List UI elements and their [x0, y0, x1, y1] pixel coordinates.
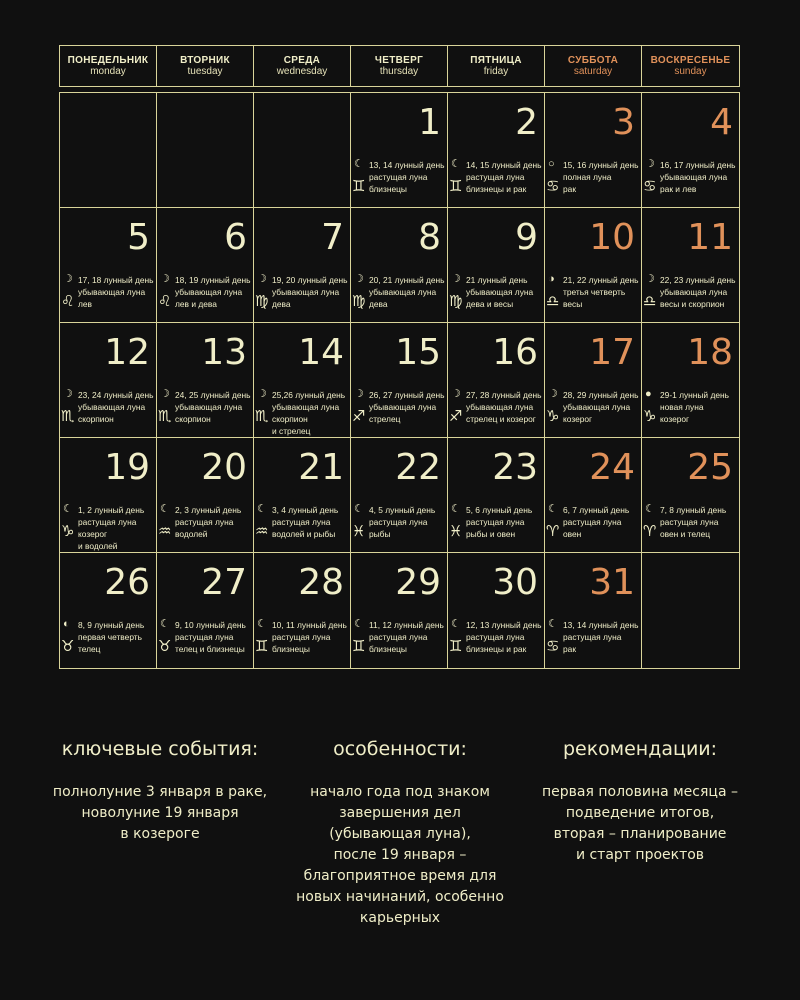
features-line: после 19 января –: [333, 847, 467, 863]
lunar-info-line: растущая луна: [369, 172, 428, 182]
waxing-crescent-icon: ☾: [63, 503, 73, 515]
lunar-info: [563, 159, 639, 195]
features-line: начало года под знаком: [310, 784, 490, 800]
lunar-info-line: рак: [563, 184, 576, 194]
lunar-info: [660, 159, 737, 195]
lunar-info-line: овен: [563, 529, 582, 539]
lunar-info-line: 23, 24 лунный день: [78, 390, 154, 400]
capricorn-icon: ♑: [61, 522, 75, 540]
day-number: 31: [589, 562, 635, 603]
day-number: 12: [104, 332, 150, 373]
lunar-info-line: 13, 14 лунный день: [369, 160, 445, 170]
summary-section: [40, 738, 760, 929]
lunar-info: [369, 274, 445, 310]
capricorn-icon: ♑: [643, 407, 657, 425]
lunar-info: [466, 389, 542, 425]
day-number: 14: [298, 332, 344, 373]
lunar-info: [369, 159, 445, 195]
lunar-info-line: телец: [78, 644, 101, 654]
waxing-crescent-icon: ☾: [160, 503, 170, 515]
calendar-day-cell: [545, 93, 642, 208]
features-line: благоприятное время для: [303, 868, 497, 884]
gemini-icon: ♊: [449, 177, 463, 195]
calendar-day-cell: [351, 93, 448, 208]
lunar-info: [175, 389, 251, 425]
lunar-info: [660, 504, 737, 540]
lunar-info-line: убывающая луна: [272, 402, 340, 412]
day-number: 5: [127, 217, 150, 258]
lunar-info-line: убывающая луна: [660, 172, 728, 182]
day-number: 10: [589, 217, 635, 258]
day-number: 28: [298, 562, 344, 603]
waning-crescent-icon: ☽: [645, 158, 655, 170]
calendar-day-cell: [545, 323, 642, 438]
lunar-info-line: 1, 2 лунный день: [78, 505, 145, 515]
key-events-heading: ключевые события:: [61, 738, 259, 760]
lunar-info-line: 12, 13 лунный день: [466, 620, 542, 630]
calendar-day-cell: [254, 208, 351, 323]
lunar-info-line: убывающая луна: [660, 287, 728, 297]
lunar-info-line: убывающая луна: [369, 287, 437, 297]
recommendations-heading: рекомендации:: [562, 738, 718, 760]
calendar-day-cell: [642, 93, 739, 208]
features-line: новых начинаний, особенно: [296, 889, 504, 905]
lunar-info: [175, 619, 251, 655]
lunar-info-line: рыбы: [369, 529, 391, 539]
lunar-info-line: убывающая луна: [563, 402, 631, 412]
lunar-info: [78, 389, 154, 425]
weekday-name-ru: ВТОРНИК: [180, 54, 230, 66]
lunar-info-line: убывающая луна: [175, 402, 243, 412]
lunar-info: [660, 389, 737, 425]
calendar-day-cell: [157, 208, 254, 323]
lunar-info-line: растущая луна: [175, 632, 234, 642]
cancer-icon: ♋: [546, 637, 560, 655]
waning-crescent-icon: ☽: [451, 388, 461, 400]
waxing-crescent-icon: ☾: [354, 618, 364, 630]
lunar-info-line: 4, 5 лунный день: [369, 505, 436, 515]
calendar-day-cell: [351, 323, 448, 438]
lunar-info-line: дева: [272, 299, 291, 309]
waxing-crescent-icon: ☾: [548, 618, 558, 630]
waxing-crescent-icon: ☾: [645, 503, 655, 515]
lunar-info-line: растущая луна: [369, 517, 428, 527]
lunar-info-line: убывающая луна: [466, 402, 534, 412]
virgo-icon: ♍: [352, 292, 366, 310]
lunar-info: [272, 274, 348, 310]
weekday-thursday: [351, 46, 448, 86]
calendar-day-cell: [642, 323, 739, 438]
sagittarius-icon: ♐: [352, 407, 366, 425]
lunar-info-line: лев и дева: [175, 299, 217, 309]
calendar-day-cell: [254, 553, 351, 668]
day-number: 6: [224, 217, 247, 258]
first-quarter-icon: ◐: [63, 618, 70, 630]
day-number: 21: [298, 447, 344, 488]
calendar-day-cell: [351, 553, 448, 668]
waning-crescent-icon: ☽: [354, 388, 364, 400]
aries-icon: ♈: [546, 522, 560, 540]
day-number: 30: [492, 562, 538, 603]
scorpio-icon: ♏: [61, 407, 75, 425]
lunar-info-line: растущая луна: [272, 517, 331, 527]
day-number: 25: [687, 447, 733, 488]
lunar-info-line: телец и близнецы: [175, 644, 245, 654]
weekday-name-en: tuesday: [187, 66, 223, 77]
lunar-info-line: стрелец: [369, 414, 401, 424]
lunar-info-line: 11, 12 лунный день: [369, 620, 444, 630]
lunar-info: [369, 389, 445, 425]
lunar-info-line: овен и телец: [660, 529, 711, 539]
lunar-info-line: 15, 16 лунный день: [563, 160, 639, 170]
day-number: 7: [321, 217, 344, 258]
calendar-day-cell: [60, 553, 157, 668]
key-events-line: новолуние 19 января: [81, 805, 239, 821]
waxing-crescent-icon: ☾: [354, 158, 364, 170]
calendar-day-cell: [448, 323, 545, 438]
waxing-crescent-icon: ☾: [354, 503, 364, 515]
weekday-saturday: [545, 46, 642, 86]
lunar-info-line: 5, 6 лунный день: [466, 505, 533, 515]
waxing-crescent-icon: ☾: [257, 503, 267, 515]
calendar-day-cell: [157, 438, 254, 553]
lunar-info-line: 6, 7 лунный день: [563, 505, 630, 515]
lunar-info-line: 24, 25 лунный день: [175, 390, 251, 400]
lunar-info-line: растущая луна: [175, 517, 234, 527]
lunar-info-line: новая луна: [660, 402, 704, 412]
pisces-icon: ♓: [449, 522, 463, 540]
lunar-info-line: и водолей: [78, 541, 118, 551]
cancer-icon: ♋: [643, 177, 657, 195]
lunar-info-line: весы: [563, 299, 583, 309]
lunar-info: [272, 619, 348, 655]
features-line: завершения дел: [339, 805, 461, 821]
libra-icon: ♎: [546, 292, 560, 310]
empty-day-cell: [157, 93, 254, 208]
weekday-name-ru: ВОСКРЕСЕНЬЕ: [650, 54, 731, 66]
lunar-info: [466, 504, 542, 540]
lunar-info-line: 9, 10 лунный день: [175, 620, 246, 630]
lunar-info-line: 7, 8 лунный день: [660, 505, 727, 515]
lunar-info-line: водолей и рыбы: [272, 529, 336, 539]
weekday-name-ru: ПЯТНИЦА: [470, 54, 522, 66]
lunar-info-line: 8, 9 лунный день: [78, 620, 145, 630]
waxing-crescent-icon: ☾: [548, 503, 558, 515]
calendar-day-cell: [60, 438, 157, 553]
lunar-info-line: близнецы и рак: [466, 184, 527, 194]
lunar-info: [272, 504, 348, 540]
lunar-info-line: 20, 21 лунный день: [369, 275, 445, 285]
capricorn-icon: ♑: [546, 407, 560, 425]
lunar-info-line: скорпион: [272, 414, 308, 424]
lunar-info-line: близнецы: [369, 644, 407, 654]
calendar-day-cell: [351, 438, 448, 553]
day-number: 1: [418, 102, 441, 143]
calendar-day-cell: [642, 438, 739, 553]
lunar-info: [563, 389, 639, 425]
calendar-day-cell: [545, 553, 642, 668]
lunar-info: [660, 274, 737, 310]
day-number: 23: [492, 447, 538, 488]
lunar-info: [175, 274, 251, 310]
waning-crescent-icon: ☽: [63, 388, 73, 400]
lunar-info-line: 28, 29 лунный день: [563, 390, 639, 400]
features-heading: особенности:: [333, 738, 467, 760]
waning-crescent-icon: ☽: [160, 273, 170, 285]
key-events-line: полнолуние 3 января в раке,: [52, 784, 268, 800]
waxing-crescent-icon: ☾: [451, 618, 461, 630]
calendar-day-cell: [60, 208, 157, 323]
lunar-info-line: козерог: [563, 414, 593, 424]
day-number: 17: [589, 332, 635, 373]
day-number: 29: [395, 562, 441, 603]
lunar-info-line: 10, 11 лунный день: [272, 620, 347, 630]
lunar-info-line: рак: [563, 644, 576, 654]
empty-day-cell: [60, 93, 157, 208]
lunar-info-line: убывающая луна: [175, 287, 243, 297]
weekday-header: [59, 45, 740, 87]
lunar-info: [466, 159, 542, 195]
calendar-day-cell: [642, 208, 739, 323]
weekday-name-ru: СРЕДА: [283, 54, 321, 66]
waxing-crescent-icon: ☾: [257, 618, 267, 630]
lunar-info-line: скорпион: [175, 414, 211, 424]
day-number: 16: [492, 332, 538, 373]
lunar-info-line: близнецы: [369, 184, 407, 194]
waning-crescent-icon: ☽: [257, 388, 267, 400]
lunar-info-line: рак и лев: [660, 184, 697, 194]
lunar-info-line: 16, 17 лунный день: [660, 160, 736, 170]
aquarius-icon: ♒: [158, 522, 172, 540]
day-number: 11: [687, 217, 733, 258]
lunar-info-line: близнецы: [272, 644, 310, 654]
recommendations-line: и старт проектов: [575, 847, 705, 863]
aries-icon: ♈: [643, 522, 657, 540]
day-number: 3: [612, 102, 635, 143]
day-number: 13: [201, 332, 247, 373]
taurus-icon: ♉: [158, 637, 172, 655]
recommendations-line: вторая – планирование: [553, 826, 727, 842]
key-events-block: [40, 738, 280, 929]
lunar-info: [78, 274, 154, 310]
lunar-info: [78, 504, 154, 552]
day-number: 9: [515, 217, 538, 258]
lunar-info: [563, 504, 639, 540]
weekday-name-en: sunday: [674, 66, 707, 77]
lunar-info: [466, 274, 542, 310]
lunar-info-line: 18, 19 лунный день: [175, 275, 251, 285]
lunar-info-line: 14, 15 лунный день: [466, 160, 542, 170]
waning-crescent-icon: ☽: [160, 388, 170, 400]
weekday-name-en: wednesday: [276, 66, 328, 77]
lunar-info-line: третья четверть: [563, 287, 626, 297]
libra-icon: ♎: [643, 292, 657, 310]
lunar-info-line: 27, 28 лунный день: [466, 390, 542, 400]
lunar-info: [563, 619, 639, 655]
lunar-info-line: убывающая луна: [78, 287, 146, 297]
lunar-info: [175, 504, 251, 540]
calendar-day-cell: [254, 438, 351, 553]
lunar-info-line: дева и весы: [466, 299, 514, 309]
full-moon-icon: ○: [548, 158, 555, 170]
lunar-info-line: убывающая луна: [466, 287, 534, 297]
day-number: 26: [104, 562, 150, 603]
waxing-crescent-icon: ☾: [451, 503, 461, 515]
features-line: (убывающая луна),: [329, 826, 471, 842]
lunar-info-line: полная луна: [563, 172, 612, 182]
weekday-monday: [60, 46, 157, 86]
features-block: [280, 738, 520, 929]
lunar-info-line: убывающая луна: [272, 287, 340, 297]
lunar-info-line: 21 лунный день: [466, 275, 528, 285]
empty-day-cell: [254, 93, 351, 208]
lunar-info-line: растущая луна: [466, 172, 525, 182]
lunar-info-line: 21, 22 лунный день: [563, 275, 639, 285]
lunar-info-line: растущая луна: [78, 517, 137, 527]
lunar-info-line: растущая луна: [466, 517, 525, 527]
recommendations-line: первая половина месяца –: [542, 784, 738, 800]
gemini-icon: ♊: [449, 637, 463, 655]
lunar-info-line: рыбы и овен: [466, 529, 516, 539]
calendar-day-cell: [448, 93, 545, 208]
leo-icon: ♌: [61, 292, 75, 310]
day-number: 8: [418, 217, 441, 258]
calendar-day-cell: [351, 208, 448, 323]
gemini-icon: ♊: [352, 637, 366, 655]
waxing-crescent-icon: ☾: [451, 158, 461, 170]
calendar-day-cell: [157, 323, 254, 438]
calendar-day-cell: [448, 553, 545, 668]
waning-crescent-icon: ☽: [548, 388, 558, 400]
calendar-day-cell: [157, 553, 254, 668]
weekday-name-en: friday: [483, 66, 509, 77]
day-number: 19: [104, 447, 150, 488]
day-number: 2: [515, 102, 538, 143]
waning-crescent-icon: ☽: [645, 273, 655, 285]
lunar-info-line: козерог: [78, 529, 108, 539]
day-number: 15: [395, 332, 441, 373]
lunar-info: [563, 274, 639, 310]
scorpio-icon: ♏: [255, 407, 269, 425]
weekday-name-en: monday: [90, 66, 126, 77]
lunar-info-line: 2, 3 лунный день: [175, 505, 242, 515]
lunar-info-line: растущая луна: [660, 517, 719, 527]
aquarius-icon: ♒: [255, 522, 269, 540]
gemini-icon: ♊: [352, 177, 366, 195]
lunar-info-line: растущая луна: [272, 632, 331, 642]
waning-crescent-icon: ☽: [257, 273, 267, 285]
lunar-info-line: первая четверть: [78, 632, 142, 642]
lunar-info-line: стрелец и козерог: [466, 414, 536, 424]
lunar-info-line: 19, 20 лунный день: [272, 275, 348, 285]
virgo-icon: ♍: [255, 292, 269, 310]
calendar-day-cell: [60, 323, 157, 438]
calendar-day-cell: [254, 323, 351, 438]
lunar-info-line: 26, 27 лунный день: [369, 390, 445, 400]
weekday-sunday: [642, 46, 739, 86]
weekday-name-ru: ЧЕТВЕРГ: [374, 54, 424, 66]
sagittarius-icon: ♐: [449, 407, 463, 425]
empty-day-cell: [642, 553, 739, 668]
lunar-info: [369, 504, 445, 540]
weekday-name-en: saturday: [573, 66, 613, 77]
recommendations-line: подведение итогов,: [565, 805, 715, 821]
weekday-wednesday: [254, 46, 351, 86]
lunar-info-line: растущая луна: [369, 632, 428, 642]
lunar-info-line: весы и скорпион: [660, 299, 725, 309]
lunar-info-line: 13, 14 лунный день: [563, 620, 639, 630]
day-number: 22: [395, 447, 441, 488]
lunar-info-line: растущая луна: [466, 632, 525, 642]
gemini-icon: ♊: [255, 637, 269, 655]
leo-icon: ♌: [158, 292, 172, 310]
lunar-info: [78, 619, 154, 655]
lunar-info-line: близнецы и рак: [466, 644, 527, 654]
lunar-info: [369, 619, 445, 655]
calendar-day-cell: [448, 438, 545, 553]
lunar-info-line: козерог: [660, 414, 690, 424]
lunar-info-line: убывающая луна: [78, 402, 146, 412]
calendar-day-cell: [448, 208, 545, 323]
calendar-grid: [59, 92, 740, 669]
day-number: 27: [201, 562, 247, 603]
weekday-name-en: thursday: [379, 66, 419, 77]
waning-crescent-icon: ☽: [451, 273, 461, 285]
virgo-icon: ♍: [449, 292, 463, 310]
day-number: 18: [687, 332, 733, 373]
lunar-info-line: 25,26 лунный день: [272, 390, 346, 400]
waning-crescent-icon: ☽: [63, 273, 73, 285]
features-line: карьерных: [359, 910, 441, 926]
last-quarter-icon: ◑: [548, 273, 555, 285]
lunar-info-line: 22, 23 лунный день: [660, 275, 736, 285]
calendar-day-cell: [545, 208, 642, 323]
waxing-crescent-icon: ☾: [160, 618, 170, 630]
weekday-name-ru: ПОНЕДЕЛЬНИК: [67, 54, 149, 66]
lunar-info-line: дева: [369, 299, 388, 309]
day-number: 24: [589, 447, 635, 488]
waning-crescent-icon: ☽: [354, 273, 364, 285]
lunar-info-line: 3, 4 лунный день: [272, 505, 339, 515]
lunar-info-line: и стрелец: [272, 426, 311, 436]
day-number: 4: [710, 102, 733, 143]
lunar-info-line: водолей: [175, 529, 208, 539]
lunar-info-line: лев: [78, 299, 92, 309]
recommendations-block: [520, 738, 760, 929]
weekday-friday: [448, 46, 545, 86]
day-number: 20: [201, 447, 247, 488]
lunar-info-line: растущая луна: [563, 632, 622, 642]
lunar-info: [272, 389, 348, 437]
key-events-line: в козероге: [120, 826, 200, 842]
lunar-info-line: 17, 18 лунный день: [78, 275, 154, 285]
scorpio-icon: ♏: [158, 407, 172, 425]
lunar-info-line: убывающая луна: [369, 402, 437, 412]
calendar-day-cell: [545, 438, 642, 553]
taurus-icon: ♉: [61, 637, 75, 655]
lunar-info: [466, 619, 542, 655]
weekday-name-ru: СУББОТА: [567, 54, 619, 66]
pisces-icon: ♓: [352, 522, 366, 540]
lunar-info-line: скорпион: [78, 414, 114, 424]
lunar-info-line: 29-1 лунный день: [660, 390, 729, 400]
cancer-icon: ♋: [546, 177, 560, 195]
lunar-info-line: растущая луна: [563, 517, 622, 527]
weekday-tuesday: [157, 46, 254, 86]
new-moon-icon: ●: [645, 388, 652, 400]
